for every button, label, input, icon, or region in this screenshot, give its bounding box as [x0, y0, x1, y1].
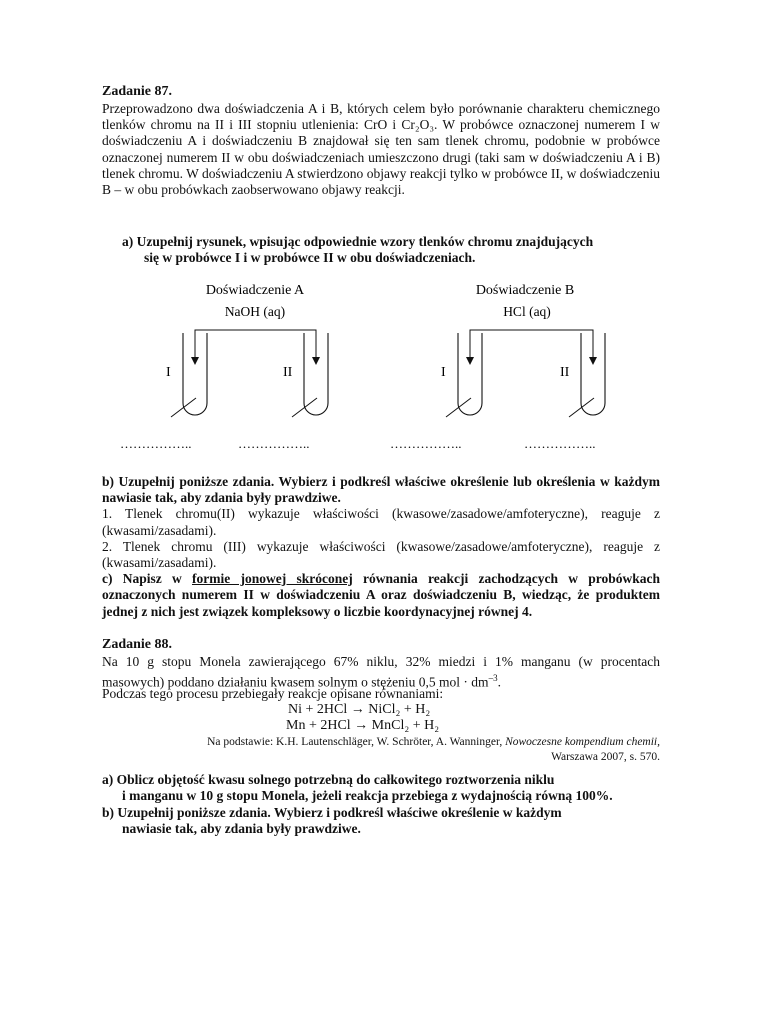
task88-b-line1: b) Uzupełnij poniższe zdania. Wybierz i podkreśl właściwe określenie w każdym: [102, 805, 562, 820]
task87-c-pre: c) Napisz w: [102, 571, 192, 587]
task87-a-line2: się w probówce I i w probówce II w obu doświadczeniach.: [144, 250, 476, 266]
task87-part-c: [102, 571, 660, 620]
answer-blank-b-i: ……………..: [390, 436, 462, 451]
tube-b-i-label: I: [441, 365, 446, 380]
experiment-b: [441, 283, 605, 417]
experiment-diagram: [0, 275, 768, 455]
experiment-a-title: Doświadczenie A: [205, 283, 305, 298]
task87-part-a: [122, 234, 662, 266]
task88-a-line1: a) Oblicz objętość kwasu solnego potrzebną do całkowitego roztworzenia niklu: [102, 772, 555, 787]
source-authors: Na podstawie: K.H. Lautenschläger, W. Schröter, A. Wanninger,: [207, 736, 506, 748]
task87-a-line1: a) Uzupełnij rysunek, wpisując odpowiednie wzory tlenków chromu znajdujących: [122, 234, 594, 249]
task88-part-b: [102, 805, 660, 837]
equation-manganese: Mn + 2HCl → MnCl₂ + H₂: [286, 718, 440, 734]
arrow-down-icon: [466, 357, 474, 365]
task87-part-b: [102, 474, 660, 620]
task87-b-instruction: b) Uzupełnij poniższe zdania. Wybierz i podkreśl właściwe określenie lub określenia w każdym nawiasie tak, aby zdania były prawdziwe.: [102, 474, 660, 506]
arrow-down-icon: [312, 357, 320, 365]
task88-intro-end: .: [497, 674, 501, 690]
task87-b-sentence-1: 1. Tlenek chromu(II) wykazuje właściwości (kwasowe/zasadowe/amfoteryczne), reaguje z (kwasami/zasadami).: [102, 506, 660, 538]
source-book-title: Nowoczesne kompendium chemii,: [505, 736, 660, 748]
answer-blank-a-i: ……………..: [120, 436, 192, 451]
reagent-split-line-b: [470, 330, 593, 343]
experiment-b-title: Doświadczenie B: [475, 283, 575, 298]
task88-reactions-intro: Podczas tego procesu przebiegały reakcje opisane równaniami:: [102, 686, 444, 701]
tube-a-i-label: I: [166, 365, 171, 380]
source-city: Warszawa 2007, s. 570.: [551, 751, 660, 763]
tube-b-ii-label: II: [560, 365, 570, 380]
experiment-a: [166, 283, 328, 417]
task88-title: Zadanie 88.: [102, 637, 173, 652]
equation-nickel: Ni + 2HCl → NiCl₂ + H₂: [288, 702, 431, 717]
task88-a-line2: i manganu w 10 g stopu Monela, jeżeli reakcja przebiega z wydajnością równą 100%.: [122, 788, 613, 804]
task87-intro: Przeprowadzono dwa doświadczenia A i B, których celem było porównanie charakteru chemicznego tlenków chromu na II i III stopniu utlenienia: CrO i Cr₂O₃. W probówce oznaczonej numerem I w doświadczeniu A i doświadczeniu B znajdował się ten sam tlenek chromu, podobnie w probówce oznaczonej numerem II w obu doświadczeniach umieszczono drugi (taki sam w doświadczeniu A i B) tlenek chromu. W doświadczeniu A stwierdzono objawy reakcji tylko w probówce II, w doświadczeniu B – w obu probówkach zaobserwowano objawy reakcji.: [102, 101, 660, 198]
task87-title: Zadanie 87.: [102, 84, 173, 99]
task87-c-underlined: formie jonowej skróconej: [192, 571, 353, 587]
task88-source: [170, 735, 660, 765]
task87-b-sentence-2: 2. Tlenek chromu (III) wykazuje właściwości (kwasowe/zasadowe/amfoteryczne), reaguje z (kwasami/zasadami).: [102, 538, 660, 571]
tube-a-ii-label: II: [283, 365, 293, 380]
task88-intro-text: Na 10 g stopu Monela zawierającego 67% niklu, 32% miedzi i 1% manganu (w procentach masowych) poddano działaniu kwasem solnym o stężeniu 0,5 mol · dm: [102, 654, 660, 690]
task88-equations: [286, 702, 586, 734]
arrow-down-icon: [589, 357, 597, 365]
arrow-down-icon: [191, 357, 199, 365]
task88-part-a: [102, 772, 660, 804]
answer-blank-a-ii: ……………..: [238, 436, 310, 451]
task87-c-post: równania reakcji zachodzących w probówkach oznaczonych numerem II w doświadczeniu A oraz doświadczeniu B, wiedząc, że produktem jednej z nich jest związek kompleksowy o liczbie koordynacyjnej równej 4.: [102, 571, 660, 619]
task88-intro-exponent: –3: [488, 673, 498, 684]
answer-blank-b-ii: ……………..: [524, 436, 596, 451]
task88-b-line2: nawiasie tak, aby zdania były prawdziwe.: [122, 821, 361, 837]
reagent-split-line-a: [195, 330, 316, 343]
experiment-b-reagent: HCl (aq): [503, 304, 551, 319]
experiment-a-reagent: NaOH (aq): [224, 304, 286, 319]
